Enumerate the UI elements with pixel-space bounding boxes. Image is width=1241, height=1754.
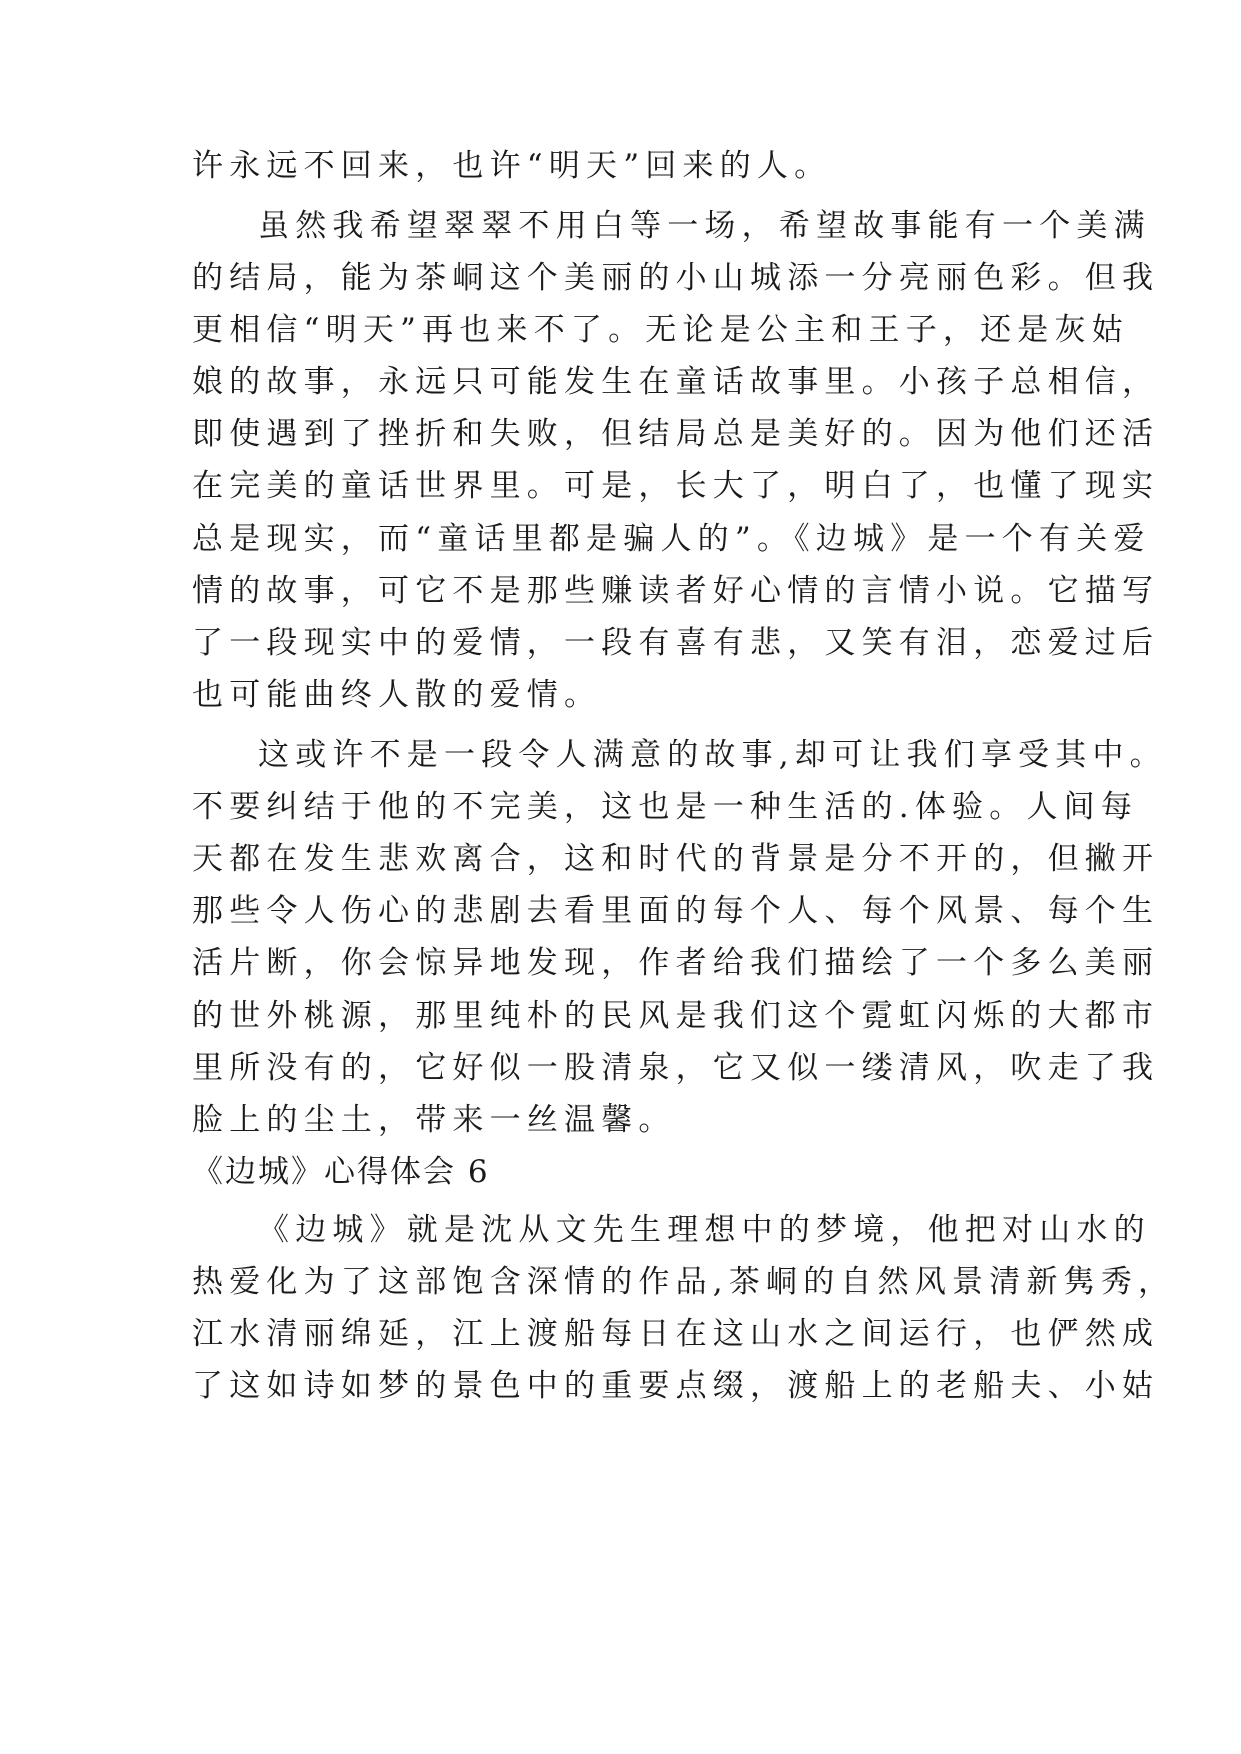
text-line: 许永远不回来，也许“明天”回来的人。: [192, 148, 832, 184]
text-line: 的世外桃源，那里纯朴的民风是我们这个霓虹闪烁的大都市: [192, 998, 1160, 1034]
text-line: 了一段现实中的爱情，一段有喜有悲，又笑有泪，恋爱过后: [192, 625, 1160, 661]
paragraph-start: 《边城》就是沈从文先生理想中的梦境，他把对山水的: [258, 1212, 1151, 1248]
text-line: 脸上的尘土，带来一丝温馨。: [192, 1102, 676, 1138]
text-line: 天都在发生悲欢离合，这和时代的背景是分不开的，但撇开: [192, 841, 1160, 877]
text-line: 里所没有的，它好似一股清泉，它又似一缕清风，吹走了我: [192, 1050, 1160, 1086]
text-line: 的结局，能为茶峒这个美丽的小山城添一分亮丽色彩。但我: [192, 260, 1160, 296]
paragraph-start: 这或许不是一段令人满意的故事,却可让我们享受其中。: [258, 737, 1167, 773]
text-line: 情的故事，可它不是那些赚读者好心情的言情小说。它描写: [192, 573, 1160, 609]
text-line: 即使遇到了挫折和失败，但结局总是美好的。因为他们还活: [192, 416, 1160, 452]
text-line: 娘的故事，永远只可能发生在童话故事里。小孩子总相信，: [192, 364, 1160, 400]
text-line: 也可能曲终人散的爱情。: [192, 677, 602, 713]
text-line: 总是现实，而“童话里都是骗人的”。《边城》是一个有关爱: [192, 521, 1151, 557]
text-line: 不要纠结于他的不完美，这也是一种生活的.体验。人间每: [192, 789, 1139, 825]
text-line: 更相信“明天”再也来不了。无论是公主和王子，还是灰姑: [192, 312, 1129, 348]
text-line: 在完美的童话世界里。可是，长大了，明白了，也懂了现实: [192, 468, 1160, 504]
text-line: 活片断，你会惊异地发现，作者给我们描绘了一个多么美丽: [192, 945, 1160, 981]
text-line: 江水清丽绵延，江上渡船每日在这山水之间运行，也俨然成: [192, 1316, 1160, 1352]
paragraph-start: 虽然我希望翠翠不用白等一场，希望故事能有一个美满: [258, 208, 1151, 244]
text-line: 那些令人伤心的悲剧去看里面的每个人、每个风景、每个生: [192, 893, 1160, 929]
section-heading: 《边城》心得体会 6: [192, 1154, 490, 1190]
text-line: 了这如诗如梦的景色中的重要点缀，渡船上的老船夫、小姑: [192, 1368, 1160, 1404]
text-line: 热爱化为了这部饱含深情的作品,茶峒的自然风景清新隽秀，: [192, 1264, 1176, 1300]
